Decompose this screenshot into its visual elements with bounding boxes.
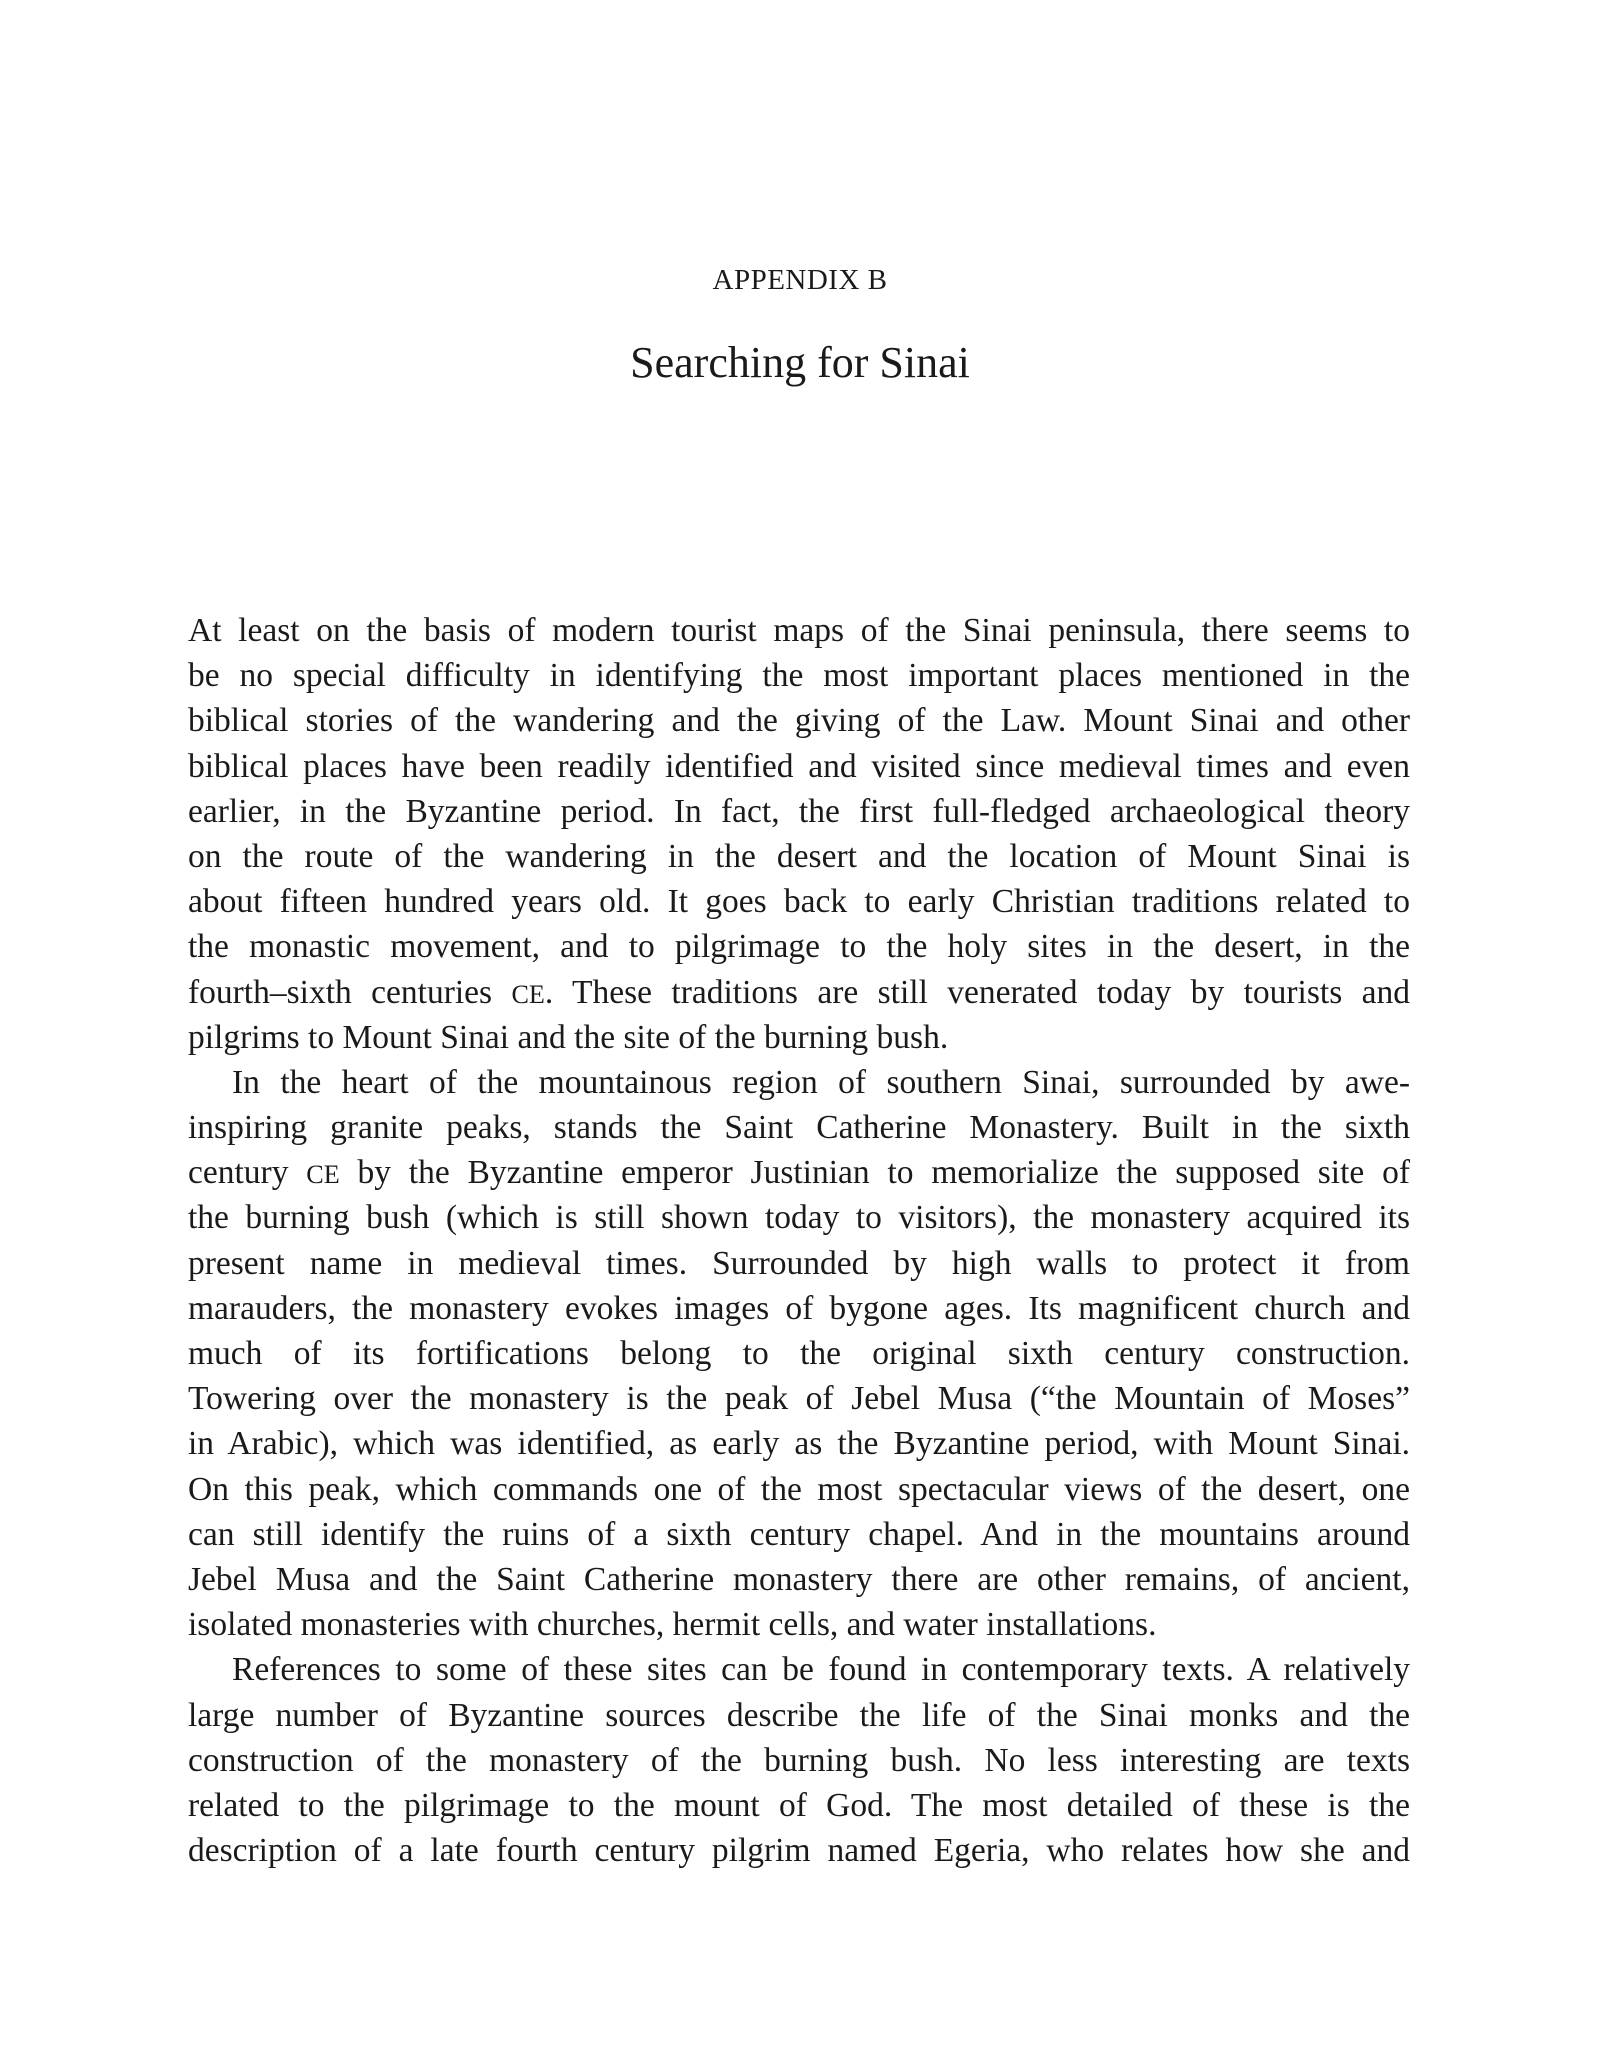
body-text [188,608,1410,1873]
text-line: Jebel Musa and the Saint Catherine monastery there are other remains, of ancient, [188,1560,1410,1598]
text-line: In the heart of the mountainous region of southern Sinai, surrounded by awe- [232,1063,1410,1101]
text-line: much of its fortifications belong to the original sixth century construction. [188,1335,1410,1372]
text-line: construction of the monastery of the burning bush. No less interesting are texts [188,1741,1410,1779]
era-abbrev: CE [306,1160,340,1190]
text-line: pilgrims to Mount Sinai and the site of the burning bush. [188,1018,949,1056]
text-line: about fifteen hundred years old. It goes back to early Christian traditions related to [188,883,1410,921]
text-line: fourth–sixth centuries CE. These traditions are still venerated today by tourists and [188,973,1410,1011]
paragraph-3 [188,1647,1410,1873]
text-line: description of a late fourth century pilgrim named Egeria, who relates how she and [188,1832,1410,1870]
text-line: the monastic movement, and to pilgrimage to the holy sites in the desert, in the [188,928,1410,966]
text-line: can still identify the ruins of a sixth century chapel. And in the mountains around [188,1515,1410,1553]
text-line: isolated monasteries with churches, hermit cells, and water installations. [188,1606,1157,1644]
text-line: On this peak, which commands one of the most spectacular views of the desert, one [188,1470,1410,1508]
text-line: earlier, in the Byzantine period. In fact, the first full-fledged archaeological theory [188,792,1410,830]
paragraph-1 [188,608,1410,1060]
chapter-title: Searching for Sinai [630,338,970,387]
era-abbrev: CE [511,979,545,1009]
text-line: marauders, the monastery evokes images of bygone ages. Its magnificent church and [188,1289,1410,1327]
appendix-label: APPENDIX B [712,264,888,296]
text-line: in Arabic), which was identified, as early as the Byzantine period, with Mount Sinai. [188,1425,1410,1463]
text-line: related to the pilgrimage to the mount of God. The most detailed of these is the [188,1786,1410,1824]
text-line: inspiring granite peaks, stands the Saint Catherine Monastery. Built in the sixth [188,1109,1410,1147]
text-line: the burning bush (which is still shown today to visitors), the monastery acquired its [188,1199,1410,1237]
text-line: At least on the basis of modern tourist maps of the Sinai peninsula, there seems to [188,612,1410,649]
text-line: biblical places have been readily identified and visited since medieval times and even [188,747,1410,785]
text-line: century CE by the Byzantine emperor Justinian to memorialize the supposed site of [188,1154,1411,1192]
text-line: be no special difficulty in identifying the most important places mentioned in the [188,657,1410,695]
text-line: References to some of these sites can be found in contemporary texts. A relatively [232,1651,1410,1689]
paragraph-2 [188,1060,1410,1647]
text-line: on the route of the wandering in the desert and the location of Mount Sinai is [188,837,1410,875]
text-line: present name in medieval times. Surrounded by high walls to protect it from [188,1244,1410,1282]
text-line: large number of Byzantine sources describe the life of the Sinai monks and the [188,1696,1410,1734]
text-line: Towering over the monastery is the peak of Jebel Musa (“the Mountain of Moses” [188,1380,1410,1418]
text-line: biblical stories of the wandering and the giving of the Law. Mount Sinai and other [188,702,1410,740]
